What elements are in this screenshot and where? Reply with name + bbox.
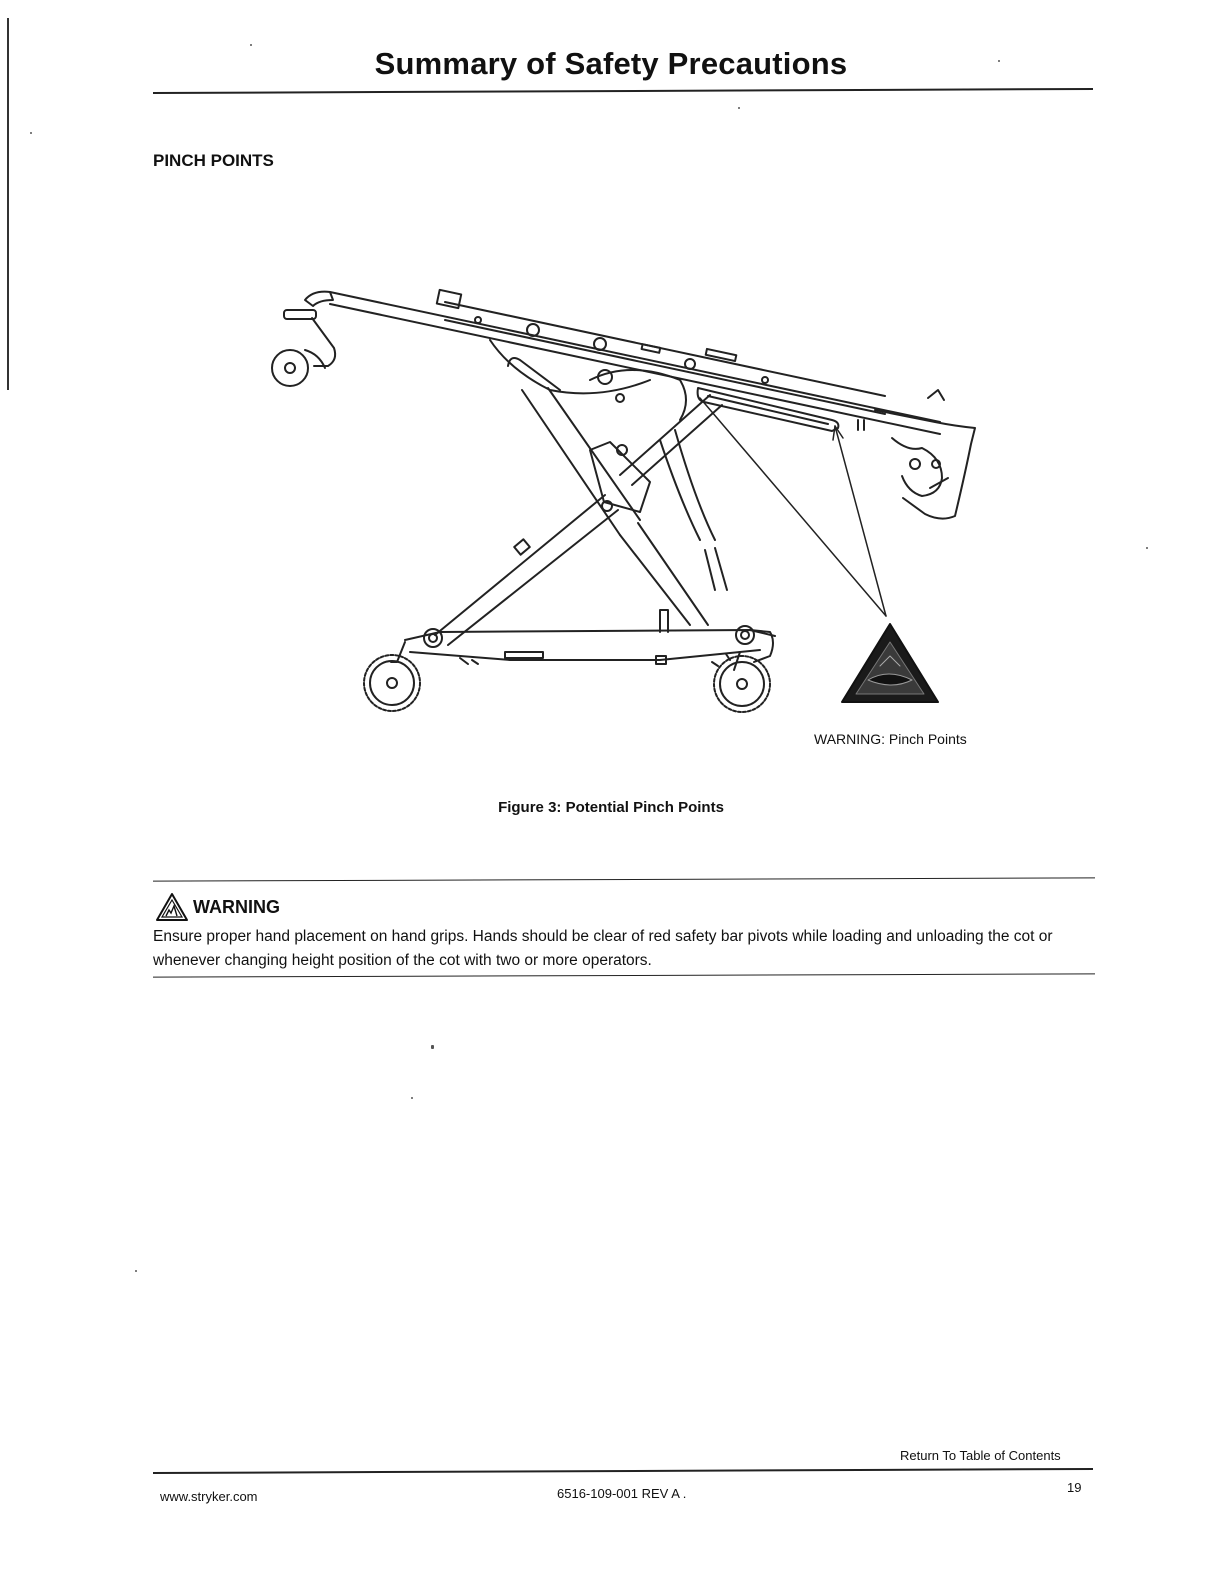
foot-end <box>858 390 975 519</box>
hand-grip <box>698 388 839 431</box>
scan-speck <box>1146 547 1148 549</box>
figure-callout-label: WARNING: Pinch Points <box>814 731 967 747</box>
scan-speck <box>411 1097 413 1099</box>
title-rule <box>153 88 1093 94</box>
base-wheel-right <box>712 652 770 712</box>
warning-bottom-rule <box>153 973 1095 977</box>
scan-speck <box>30 132 32 134</box>
warning-top-rule <box>153 877 1095 881</box>
warning-triangle-icon <box>155 892 189 922</box>
frame-rails <box>330 290 940 434</box>
footer-website: www.stryker.com <box>160 1489 258 1504</box>
pinch-point-warning-triangle-icon <box>842 624 938 702</box>
warning-header <box>155 892 280 922</box>
footer-page-number: 19 <box>1067 1480 1082 1495</box>
scan-speck <box>738 107 740 109</box>
x-frame-legs <box>435 388 727 645</box>
head-wheel <box>272 292 335 386</box>
footer-doc-number: 6516-109-001 REV A . <box>557 1486 687 1501</box>
scan-speck <box>431 1045 434 1049</box>
stretcher-figure <box>260 280 990 720</box>
scan-speck <box>135 1270 137 1272</box>
return-to-toc-link[interactable]: Return To Table of Contents <box>900 1448 1061 1463</box>
footer-rule <box>153 1468 1093 1474</box>
base-frame <box>405 610 775 664</box>
figure-caption: Figure 3: Potential Pinch Points <box>498 799 724 816</box>
page-title: Summary of Safety Precautions <box>374 46 848 81</box>
section-heading: PINCH POINTS <box>153 151 274 170</box>
warning-text: Ensure proper hand placement on hand grips. Hands should be clear of red safety bar pivots while loading and unloading the cot or whenever changing height position of the cot with two or more operators. <box>153 928 1053 969</box>
warning-label: WARNING <box>193 896 280 917</box>
